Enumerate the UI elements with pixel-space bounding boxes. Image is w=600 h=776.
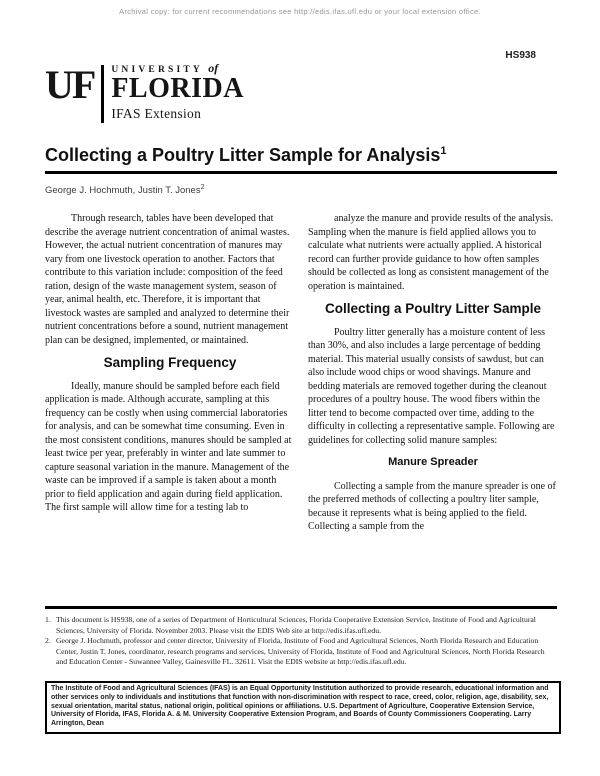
subheading-manure-spreader: Manure Spreader xyxy=(388,456,478,468)
section-heading-sampling-frequency: Sampling Frequency xyxy=(103,355,237,370)
footnote-2 xyxy=(45,636,557,668)
authors-footnote-marker: 2 xyxy=(200,184,205,191)
footnote-number: 1. xyxy=(45,615,51,624)
paragraph: Ideally, manure should be sampled before each field application is made. Although accurate, sampling at this frequency can be costly when using commercial laboratories for analysis, and can be somewhat time consuming. Even in the most consistent conditions, manures should be sampled at least twice per year, preferably in winter and late summer to capture seasonal variation in the manure. Management of the waste can be improved if a sample is taken about a month prior to field application and again during field application. The first sample will allow time for a testing lab to xyxy=(45,380,292,513)
paragraph: Poultry litter generally has a moisture content of less than 30%, and also includes a large percentage of bedding material. This material usually consists of sawdust, but can also include wood chips or wood shavings. Manure and bedding materials are removed together during the cleanout procedures of a poultry house. The wood fibers within the litter tend to become compacted over time, adding to the difficulty in collecting a representative sample. Following are guidelines for collecting solid manure samples: xyxy=(308,326,555,446)
logo-tagline: IFAS Extension xyxy=(111,106,202,121)
footnote-divider-rule xyxy=(45,606,557,609)
archival-notice: Archival copy: for current recommendations see http://edis.ifas.ufl.edu or your local extension office. xyxy=(119,7,481,16)
footnote-text: This document is HS938, one of a series of Department of Horticultural Sciences, Florida Cooperative Extension Service, Institute of Food and Agricultural Sciences, University of Florida. November 2003. Please visit the EDIS Web site at http://edis.ifas.ufl.edu. xyxy=(56,615,536,635)
title-footnote-marker: 1 xyxy=(440,145,447,157)
authors-text: George J. Hochmuth, Justin T. Jones xyxy=(45,185,201,197)
paragraph: Through research, tables have been developed that describe the average nutrient concentration of animal wastes. However, the actual nutrient concentration of manures may vary from one livestock operation to another. Factors that contribute to this variation include: composition of the feed ration, design of the waste management system, season of year, animal health, etc. Therefore, it is important that livestock wastes are sampled and analyzed to determine their nutrient concentrations before a sound, nutrient management plan can be designed, implemented, or maintained. xyxy=(45,213,290,346)
footnote-number: 2. xyxy=(45,636,51,645)
document-number: HS938 xyxy=(505,50,536,61)
logo-wordmark xyxy=(111,63,244,123)
uf-ifas-logo xyxy=(45,63,244,123)
equal-opportunity-disclaimer-box: The Institute of Food and Agricultural Sciences (IFAS) is an Equal Opportunity Institution authorized to provide research, educational information and other services only to individuals and institutions that function with non-discrimination with respect to race, creed, color, religion, age, disability, sex, sexual orientation, marital status, national origin, political opinions or affiliations. U.S. Department of Agriculture, Cooperative Extension Service, University of Florida, IFAS, Florida A. & M. University Cooperative Extension Program, and Boards of County Commissioners Cooperating. Larry Arrington, Dean xyxy=(45,681,561,734)
footnotes-section xyxy=(45,615,557,668)
section-heading-collecting-sample: Collecting a Poultry Litter Sample xyxy=(324,301,542,316)
footnote-1 xyxy=(45,615,557,636)
right-column xyxy=(308,212,558,534)
logo-divider xyxy=(101,65,104,123)
page-title xyxy=(45,145,557,174)
uf-logo-monogram: UF xyxy=(45,62,95,107)
paragraph: analyze the manure and provide results of the analysis. Sampling when the manure is field applied allows you to calculate what nutrients were actually applied. A historical record can further provide guidance to how often samples should be collected as long as consistent management of the operation is maintained. xyxy=(308,213,554,292)
paragraph: Collecting a sample from the manure spreader is one of the preferred methods of collecting a poultry liter sample, because it represents what is being applied to the field. Collecting a sample from the xyxy=(308,480,556,532)
page-title-text: Collecting a Poultry Litter Sample for Analysis xyxy=(45,145,441,165)
logo-of-text: of xyxy=(208,61,219,75)
footnote-text: George J. Hochmuth, professor and center director, University of Florida, Institute of Food and Agricultural Sciences, North Florida Research and Education Center, Justin T. Jones, coordinator, research programs and services, University of Florida, Institute of Food and Agricultural Sciences, North Florida Research and Education Center - Suwannee Valley, Gainesville FL. 32611. Visit the EDIS website at http://edis.ifas.ufl.edu. xyxy=(56,636,545,666)
logo-florida-text: FLORIDA xyxy=(111,73,244,104)
left-column xyxy=(45,212,295,534)
body-columns xyxy=(45,212,558,534)
authors-line xyxy=(45,184,205,196)
logo-university-text: UNIVERSITY xyxy=(111,65,203,75)
